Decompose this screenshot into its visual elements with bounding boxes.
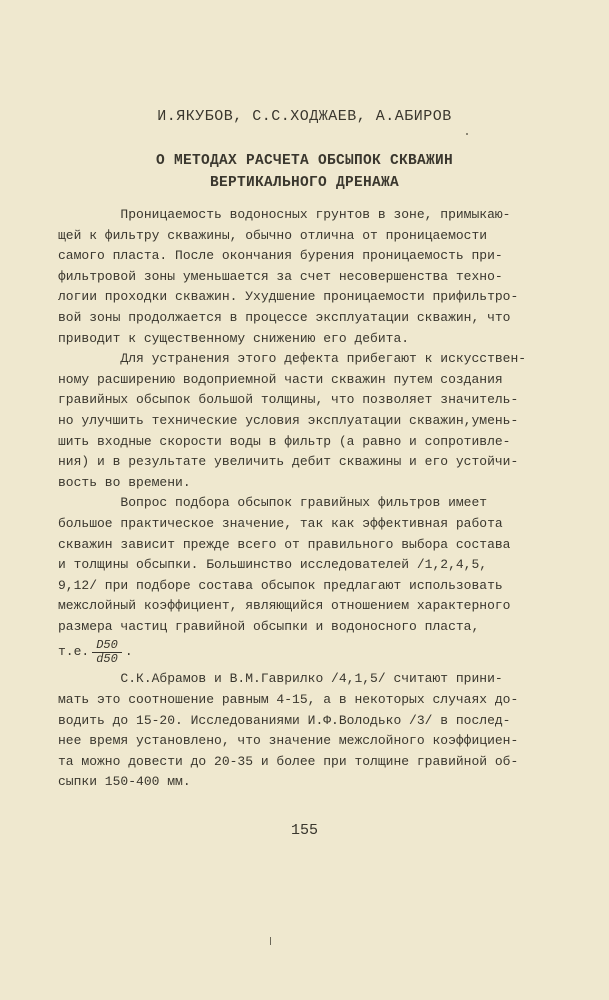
text-line: нее время установлено, что значение межслойного коэффициен-: [58, 733, 519, 749]
speck: [466, 133, 468, 135]
fraction-numerator: D50: [92, 639, 122, 653]
authors: И.ЯКУБОВ, С.С.ХОДЖАЕВ, А.АБИРОВ: [157, 108, 452, 125]
paragraph-4: [58, 669, 558, 793]
text-line: Проницаемость водоносных грунтов в зоне, примыкаю-: [58, 207, 511, 222]
title-line-2: ВЕРТИКАЛЬНОГО ДРЕНАЖА: [209, 175, 400, 191]
text-line: щей к фильтру скважины, обычно отлична от проницаемости: [58, 227, 488, 243]
formula-prefix: т.е.: [58, 644, 90, 660]
text-line: логии проходки скважин. Ухудшение проницаемости прифильтро-: [58, 289, 519, 305]
text-line: приводит к существенному снижению его дебита.: [58, 330, 410, 346]
text-line: и толщины обсыпки. Большинство исследователей /1,2,4,5,: [58, 557, 488, 573]
text-line: ному расширению водоприемной части скважин путем создания: [58, 371, 503, 387]
text-line: фильтровой зоны уменьшается за счет несовершенства техно-: [58, 268, 503, 284]
fraction: [92, 639, 122, 666]
text-line: но улучшить технические условия эксплуатации скважин,умень-: [58, 412, 519, 428]
text-line: ния) и в результате увеличить дебит скважины и его устойчи-: [58, 454, 519, 470]
margin-mark: [270, 937, 271, 945]
article-title: [0, 150, 609, 194]
text-line: гравийных обсыпок большой толщины, что позволяет значитель-: [58, 392, 519, 408]
text-line: шить входные скорости воды в фильтр (а равно и сопротивле-: [58, 433, 511, 449]
paragraph-2: [58, 349, 558, 493]
formula-suffix: .: [124, 644, 133, 660]
paragraph-1: [58, 205, 558, 349]
page-number: 155: [290, 822, 318, 839]
text-line: Для устранения этого дефекта прибегают к искусствен-: [58, 351, 527, 367]
text-line: 9,12/ при подборе состава обсыпок предлагают использовать: [58, 577, 503, 593]
text-line: вость во времени.: [58, 474, 191, 490]
paragraph-3: [58, 493, 558, 669]
text-line: большое практическое значение, так как эффективная работа: [58, 515, 503, 531]
text-line: самого пласта. После окончания бурения проницаемость при-: [58, 248, 503, 264]
text-line: межслойный коэффициент, являющийся отношением характерного: [58, 598, 511, 614]
text-line: та можно довести до 20-35 и более при толщине гравийной об-: [58, 753, 519, 769]
text-line: мать это соотношение равным 4-15, а в некоторых случаях до-: [58, 692, 519, 708]
text-line: водить до 15-20. Исследованиями И.Ф.Володько /3/ в послед-: [58, 712, 511, 728]
text-line: скважин зависит прежде всего от правильного выбора состава: [58, 536, 511, 552]
fraction-denominator: d50: [96, 651, 118, 666]
text-line: размера частиц гравийной обсыпки и водоносного пласта,: [58, 618, 480, 634]
text-line: сыпки 150-400 мм.: [58, 774, 191, 790]
formula-line: [58, 635, 558, 669]
article-body: [58, 205, 558, 793]
text-line: С.К.Абрамов и В.М.Гаврилко /4,1,5/ считают прини-: [58, 671, 503, 687]
title-line-1: О МЕТОДАХ РАСЧЕТА ОБСЫПОК СКВАЖИН: [155, 153, 454, 169]
text-line: вой зоны продолжается в процессе эксплуатации скважин, что: [58, 309, 511, 325]
text-line: Вопрос подбора обсыпок гравийных фильтров имеет: [58, 495, 488, 511]
